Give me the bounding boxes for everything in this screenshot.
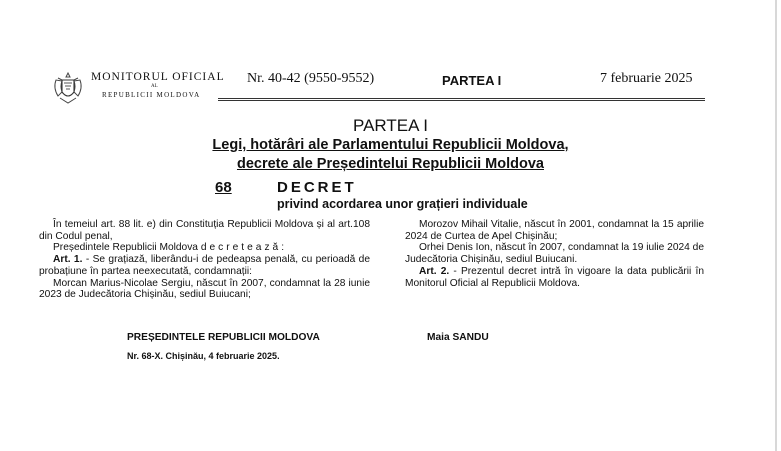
decree-formula-prefix: Președintele Republicii Moldova (53, 242, 198, 254)
section-title-line2: decrete ale Președintelui Republicii Moldova (236, 156, 544, 172)
signatory-name: Maia SANDU (427, 332, 489, 343)
decree-left-column (39, 219, 370, 301)
masthead-al: AL (151, 84, 158, 89)
preamble-paragraph: În temeiul art. 88 lit. e) din Constituția Republicii Moldova și al art.108 din Codul penal, (39, 219, 370, 242)
decree-formula (39, 242, 370, 254)
masthead-title: MONITORUL OFICIAL (91, 71, 225, 83)
pardoned-person-3: Orhei Denis Ion, născut în 2007, condamnat la 19 iulie 2024 de Judecătoria Chișinău, sediul Buiucani. (405, 242, 704, 266)
decree-reference: Nr. 68-X. Chișinău, 4 februarie 2025. (127, 351, 280, 361)
article-1 (39, 254, 370, 277)
decree-right-column (405, 219, 704, 289)
decree-number: 68 (215, 179, 232, 196)
decree-subtitle: privind acordarea unor grațieri individuale (277, 197, 528, 211)
pardoned-person-2: Morozov Mihail Vitalie, născut în 2001, condamnat la 15 aprilie 2024 de Curtea de Apel Chișinău; (405, 219, 704, 242)
article-1-text: - Se grațiază, liberându-i de pedeapsa penală, cu perioadă de probațiune în partea neexecutată, condamnații: (39, 254, 370, 277)
section-title-line1: Legi, hotărâri ale Parlamentului Republicii Moldova, (212, 137, 569, 153)
issue-number: Nr. 40-42 (9550-9552) (247, 71, 375, 86)
signatory-title: PREȘEDINTELE REPUBLICII MOLDOVA (127, 332, 320, 343)
header-double-rule (218, 98, 705, 101)
masthead-subtitle: REPUBLICII MOLDOVA (102, 91, 201, 99)
decree-formula-verb: decretează: (200, 242, 288, 254)
part-title: PARTEA I (353, 116, 428, 135)
article-2-label: Art. 2. (419, 265, 450, 277)
header-part: PARTEA I (442, 73, 502, 88)
decree-label: DECRET (277, 179, 357, 196)
article-2 (405, 266, 704, 289)
publication-date: 7 februarie 2025 (600, 71, 693, 86)
pardoned-person-1: Morcan Marius-Nicolae Sergiu, născut în 2007, condamnat la 28 iunie 2023 de Judecătoria Chișinău, sediul Buiucani; (39, 277, 370, 301)
page-edge-rule (775, 0, 777, 451)
article-1-label: Art. 1. (53, 254, 83, 266)
coat-of-arms-icon (50, 70, 86, 106)
article-2-text: - Prezentul decret intră în vigoare la data publicării în Monitorul Oficial al Republicii Moldova. (405, 265, 704, 289)
